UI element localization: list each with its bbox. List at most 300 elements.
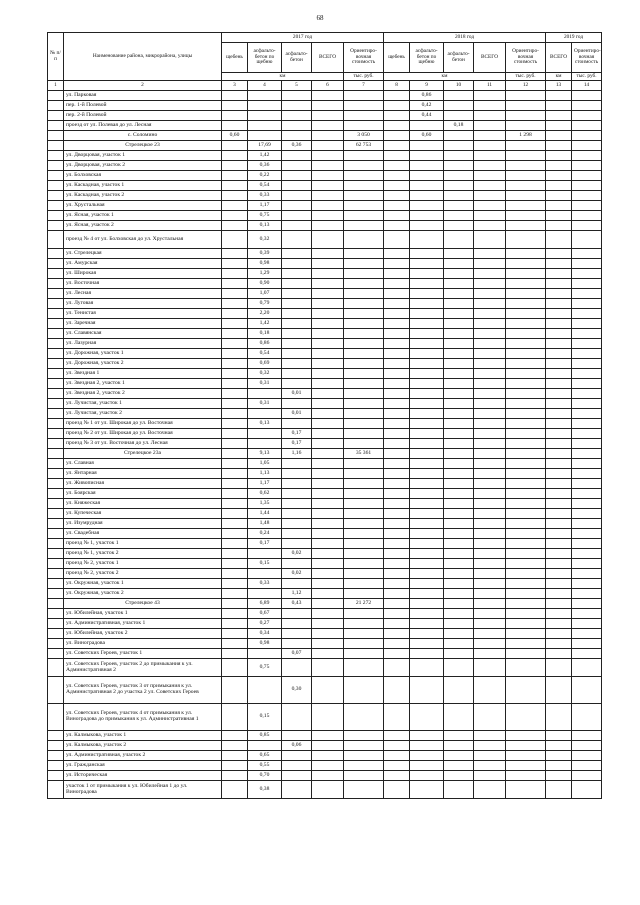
street-name-cell: ул. Стрелецкая xyxy=(64,249,222,259)
table-row xyxy=(48,91,602,101)
value-cell xyxy=(248,569,282,579)
value-cell xyxy=(384,419,410,429)
value-cell xyxy=(222,449,248,459)
value-cell xyxy=(312,131,344,141)
header-asph-2018: асфальто-бетон xyxy=(444,43,474,73)
value-cell xyxy=(410,741,444,751)
value-cell xyxy=(546,781,572,799)
column-number: 2 xyxy=(64,81,222,91)
value-cell xyxy=(282,121,312,131)
value-cell: 0,32 xyxy=(248,369,282,379)
row-number-cell xyxy=(48,579,64,589)
value-cell: 1,35 xyxy=(248,499,282,509)
value-cell: 0,70 xyxy=(248,771,282,781)
table-row xyxy=(48,359,602,369)
header-cost-2019: Ориентиро-вочная стоимость xyxy=(572,43,602,73)
value-cell xyxy=(506,589,546,599)
value-cell xyxy=(410,677,444,704)
street-name-cell: ул. Живописная xyxy=(64,479,222,489)
row-number-cell xyxy=(48,221,64,231)
value-cell xyxy=(572,677,602,704)
value-cell xyxy=(572,579,602,589)
value-cell xyxy=(222,549,248,559)
value-cell xyxy=(572,91,602,101)
column-number: 11 xyxy=(474,81,506,91)
column-number-row xyxy=(48,81,602,91)
value-cell: 0,27 xyxy=(248,619,282,629)
value-cell xyxy=(410,249,444,259)
value-cell xyxy=(222,761,248,771)
value-cell xyxy=(312,359,344,369)
value-cell xyxy=(506,409,546,419)
value-cell xyxy=(344,201,384,211)
value-cell: 0,90 xyxy=(248,279,282,289)
value-cell xyxy=(572,269,602,279)
value-cell xyxy=(546,181,572,191)
value-cell xyxy=(444,469,474,479)
value-cell xyxy=(344,499,384,509)
value-cell xyxy=(444,589,474,599)
value-cell xyxy=(344,429,384,439)
value-cell xyxy=(282,781,312,799)
value-cell xyxy=(282,319,312,329)
value-cell xyxy=(506,619,546,629)
value-cell xyxy=(506,419,546,429)
row-number-cell xyxy=(48,539,64,549)
value-cell xyxy=(506,201,546,211)
value-cell xyxy=(410,731,444,741)
row-number-cell xyxy=(48,771,64,781)
value-cell xyxy=(222,151,248,161)
value-cell xyxy=(222,629,248,639)
value-cell xyxy=(384,519,410,529)
table-row xyxy=(48,459,602,469)
street-name-cell: ул. Княжеская xyxy=(64,499,222,509)
value-cell xyxy=(474,91,506,101)
street-name-cell: ул. Амурская xyxy=(64,259,222,269)
value-cell xyxy=(282,761,312,771)
value-cell xyxy=(384,231,410,249)
table-row xyxy=(48,539,602,549)
value-cell xyxy=(506,339,546,349)
value-cell xyxy=(312,449,344,459)
value-cell: 0,33 xyxy=(248,579,282,589)
value-cell xyxy=(506,731,546,741)
value-cell xyxy=(344,211,384,221)
value-cell xyxy=(546,221,572,231)
value-cell: 2,20 xyxy=(248,309,282,319)
value-cell xyxy=(222,751,248,761)
value-cell xyxy=(384,704,410,731)
value-cell xyxy=(474,549,506,559)
value-cell xyxy=(282,171,312,181)
value-cell xyxy=(312,639,344,649)
value-cell xyxy=(312,469,344,479)
value-cell xyxy=(222,379,248,389)
value-cell xyxy=(572,181,602,191)
value-cell xyxy=(312,121,344,131)
value-cell xyxy=(444,161,474,171)
value-cell xyxy=(444,339,474,349)
value-cell xyxy=(222,489,248,499)
street-name-cell: ул. Янтарная xyxy=(64,469,222,479)
value-cell xyxy=(222,409,248,419)
value-cell xyxy=(474,589,506,599)
value-cell xyxy=(444,171,474,181)
value-cell xyxy=(572,369,602,379)
value-cell xyxy=(444,449,474,459)
value-cell xyxy=(384,771,410,781)
street-name-cell: ул. Лесная xyxy=(64,289,222,299)
value-cell xyxy=(312,279,344,289)
table-row xyxy=(48,389,602,399)
value-cell xyxy=(506,639,546,649)
value-cell xyxy=(384,259,410,269)
value-cell: 1 298 xyxy=(506,131,546,141)
row-number-cell xyxy=(48,349,64,359)
value-cell xyxy=(344,279,384,289)
value-cell xyxy=(546,319,572,329)
value-cell xyxy=(474,399,506,409)
value-cell xyxy=(444,349,474,359)
value-cell xyxy=(572,171,602,181)
unit-cost-2017: тыс. руб. xyxy=(344,73,384,81)
value-cell xyxy=(344,249,384,259)
value-cell xyxy=(474,429,506,439)
value-cell xyxy=(222,289,248,299)
value-cell: 0,31 xyxy=(248,399,282,409)
value-cell xyxy=(384,529,410,539)
value-cell xyxy=(444,741,474,751)
value-cell xyxy=(572,339,602,349)
row-number-cell xyxy=(48,339,64,349)
value-cell xyxy=(444,549,474,559)
row-number-cell xyxy=(48,201,64,211)
value-cell: 0,22 xyxy=(248,171,282,181)
value-cell xyxy=(222,639,248,649)
value-cell xyxy=(384,629,410,639)
table-row xyxy=(48,579,602,589)
header-num: № п/п xyxy=(48,33,64,81)
value-cell xyxy=(312,181,344,191)
value-cell xyxy=(506,609,546,619)
row-number-cell xyxy=(48,629,64,639)
value-cell xyxy=(282,181,312,191)
value-cell xyxy=(410,211,444,221)
value-cell xyxy=(506,349,546,359)
value-cell xyxy=(282,91,312,101)
table-row xyxy=(48,619,602,629)
value-cell xyxy=(474,299,506,309)
value-cell xyxy=(384,741,410,751)
value-cell xyxy=(474,677,506,704)
value-cell xyxy=(384,489,410,499)
value-cell xyxy=(444,751,474,761)
value-cell xyxy=(384,309,410,319)
value-cell xyxy=(444,761,474,771)
value-cell xyxy=(546,91,572,101)
value-cell xyxy=(444,91,474,101)
value-cell xyxy=(546,399,572,409)
value-cell xyxy=(474,181,506,191)
table-row xyxy=(48,161,602,171)
value-cell xyxy=(384,399,410,409)
table-row xyxy=(48,379,602,389)
value-cell xyxy=(410,619,444,629)
value-cell xyxy=(312,677,344,704)
value-cell xyxy=(444,319,474,329)
value-cell xyxy=(384,379,410,389)
street-name-cell: ул. Дворцовая, участок 1 xyxy=(64,151,222,161)
value-cell xyxy=(506,439,546,449)
value-cell xyxy=(222,181,248,191)
value-cell xyxy=(222,399,248,409)
value-cell xyxy=(546,349,572,359)
value-cell xyxy=(506,231,546,249)
value-cell xyxy=(506,161,546,171)
value-cell xyxy=(572,741,602,751)
value-cell xyxy=(384,479,410,489)
value-cell xyxy=(474,131,506,141)
table-row xyxy=(48,221,602,231)
value-cell xyxy=(410,349,444,359)
value-cell xyxy=(282,259,312,269)
value-cell xyxy=(312,579,344,589)
value-cell xyxy=(344,489,384,499)
value-cell xyxy=(546,459,572,469)
value-cell xyxy=(444,289,474,299)
value-cell xyxy=(572,609,602,619)
row-number-cell xyxy=(48,259,64,269)
street-name-cell: пер. 2-й Полевой xyxy=(64,111,222,121)
value-cell xyxy=(444,101,474,111)
value-cell xyxy=(344,519,384,529)
value-cell xyxy=(384,191,410,201)
value-cell xyxy=(384,639,410,649)
value-cell xyxy=(506,121,546,131)
street-name-cell: участок 1 от примыкания к ул. Юбилейная 1 до ул. Виноградова xyxy=(64,781,222,799)
value-cell xyxy=(506,269,546,279)
value-cell xyxy=(222,771,248,781)
table-row xyxy=(48,329,602,339)
value-cell: 17,69 xyxy=(248,141,282,151)
value-cell xyxy=(344,409,384,419)
value-cell: 0,15 xyxy=(248,559,282,569)
row-number-cell xyxy=(48,741,64,751)
value-cell xyxy=(506,181,546,191)
value-cell xyxy=(572,231,602,249)
value-cell xyxy=(312,111,344,121)
street-name-cell: ул. Звездная 2, участок 1 xyxy=(64,379,222,389)
value-cell xyxy=(344,399,384,409)
value-cell: 1,17 xyxy=(248,201,282,211)
value-cell xyxy=(474,519,506,529)
value-cell xyxy=(444,201,474,211)
value-cell: 0,36 xyxy=(282,141,312,151)
value-cell xyxy=(344,639,384,649)
column-number: 14 xyxy=(572,81,602,91)
value-cell xyxy=(546,509,572,519)
value-cell xyxy=(572,419,602,429)
value-cell xyxy=(384,509,410,519)
value-cell xyxy=(410,269,444,279)
value-cell xyxy=(282,629,312,639)
value-cell xyxy=(384,299,410,309)
value-cell: 0,24 xyxy=(248,529,282,539)
row-number-cell xyxy=(48,429,64,439)
value-cell xyxy=(344,181,384,191)
street-name-cell: ул. Калмыкова, участок 1 xyxy=(64,731,222,741)
value-cell xyxy=(222,259,248,269)
value-cell xyxy=(384,761,410,771)
value-cell xyxy=(506,704,546,731)
value-cell xyxy=(312,549,344,559)
value-cell xyxy=(444,639,474,649)
value-cell xyxy=(572,151,602,161)
street-name-cell: ул. Виноградова xyxy=(64,639,222,649)
street-name-cell: ул. Советских Героев, участок 3 от примыкания к ул. Административная 2 до участка 2 ул. Советских Героев xyxy=(64,677,222,704)
value-cell xyxy=(572,211,602,221)
value-cell xyxy=(474,309,506,319)
value-cell xyxy=(444,191,474,201)
value-cell xyxy=(546,771,572,781)
value-cell xyxy=(572,539,602,549)
value-cell xyxy=(282,559,312,569)
value-cell xyxy=(410,529,444,539)
value-cell xyxy=(572,489,602,499)
value-cell xyxy=(474,609,506,619)
value-cell xyxy=(546,559,572,569)
value-cell xyxy=(506,509,546,519)
value-cell xyxy=(546,259,572,269)
value-cell xyxy=(546,389,572,399)
value-cell xyxy=(474,659,506,677)
value-cell xyxy=(282,249,312,259)
value-cell xyxy=(444,569,474,579)
value-cell xyxy=(282,609,312,619)
value-cell: 0,85 xyxy=(248,731,282,741)
value-cell xyxy=(312,459,344,469)
table-row xyxy=(48,191,602,201)
value-cell xyxy=(410,469,444,479)
value-cell xyxy=(474,111,506,121)
row-number-cell xyxy=(48,559,64,569)
row-number-cell xyxy=(48,589,64,599)
value-cell xyxy=(222,419,248,429)
value-cell xyxy=(546,131,572,141)
value-cell xyxy=(474,329,506,339)
value-cell xyxy=(572,349,602,359)
value-cell: 3 050 xyxy=(344,131,384,141)
value-cell xyxy=(572,161,602,171)
value-cell xyxy=(312,211,344,221)
value-cell xyxy=(410,751,444,761)
value-cell xyxy=(546,469,572,479)
section-row xyxy=(48,131,602,141)
value-cell xyxy=(572,549,602,559)
value-cell xyxy=(546,704,572,731)
value-cell: 0,17 xyxy=(282,439,312,449)
value-cell xyxy=(282,771,312,781)
value-cell xyxy=(506,299,546,309)
table-row xyxy=(48,609,602,619)
value-cell xyxy=(344,171,384,181)
value-cell xyxy=(572,449,602,459)
row-number-cell xyxy=(48,704,64,731)
street-name-cell: ул. Хрустальная xyxy=(64,201,222,211)
column-number: 1 xyxy=(48,81,64,91)
row-number-cell xyxy=(48,649,64,659)
value-cell xyxy=(410,479,444,489)
value-cell xyxy=(506,309,546,319)
value-cell xyxy=(312,704,344,731)
table-row xyxy=(48,569,602,579)
value-cell xyxy=(506,329,546,339)
value-cell xyxy=(444,559,474,569)
table-row xyxy=(48,201,602,211)
value-cell xyxy=(474,249,506,259)
value-cell xyxy=(384,677,410,704)
value-cell xyxy=(222,519,248,529)
value-cell xyxy=(312,249,344,259)
table-row xyxy=(48,249,602,259)
row-number-cell xyxy=(48,781,64,799)
table-row xyxy=(48,741,602,751)
value-cell xyxy=(474,479,506,489)
value-cell xyxy=(546,489,572,499)
value-cell xyxy=(572,111,602,121)
value-cell xyxy=(384,619,410,629)
value-cell xyxy=(282,151,312,161)
street-name-cell: ул. Широкая xyxy=(64,269,222,279)
table-row xyxy=(48,519,602,529)
value-cell xyxy=(344,677,384,704)
value-cell xyxy=(444,509,474,519)
value-cell: 1,07 xyxy=(248,289,282,299)
table-row xyxy=(48,349,602,359)
table-row xyxy=(48,419,602,429)
value-cell: 0,02 xyxy=(282,569,312,579)
value-cell xyxy=(546,121,572,131)
street-name-cell: ул. Административная, участок 1 xyxy=(64,619,222,629)
value-cell xyxy=(344,191,384,201)
value-cell xyxy=(546,589,572,599)
street-name-cell: ул. Ясная, участок 2 xyxy=(64,221,222,231)
value-cell xyxy=(248,111,282,121)
value-cell xyxy=(312,141,344,151)
value-cell xyxy=(572,589,602,599)
value-cell xyxy=(410,629,444,639)
street-name-cell: проезд № 2, участок 1 xyxy=(64,559,222,569)
value-cell xyxy=(344,359,384,369)
table-row xyxy=(48,751,602,761)
value-cell xyxy=(222,429,248,439)
street-name-cell: ул. Лучистая, участок 1 xyxy=(64,399,222,409)
value-cell xyxy=(312,429,344,439)
value-cell: 0,42 xyxy=(410,101,444,111)
value-cell xyxy=(222,329,248,339)
section-row xyxy=(48,599,602,609)
value-cell xyxy=(282,704,312,731)
table-row xyxy=(48,761,602,771)
row-number-cell xyxy=(48,359,64,369)
street-name-cell: проезд № 4 от ул. Болховская до ул. Хрустальная xyxy=(64,231,222,249)
value-cell xyxy=(474,509,506,519)
value-cell xyxy=(572,191,602,201)
value-cell xyxy=(444,629,474,639)
value-cell xyxy=(222,539,248,549)
value-cell xyxy=(572,559,602,569)
